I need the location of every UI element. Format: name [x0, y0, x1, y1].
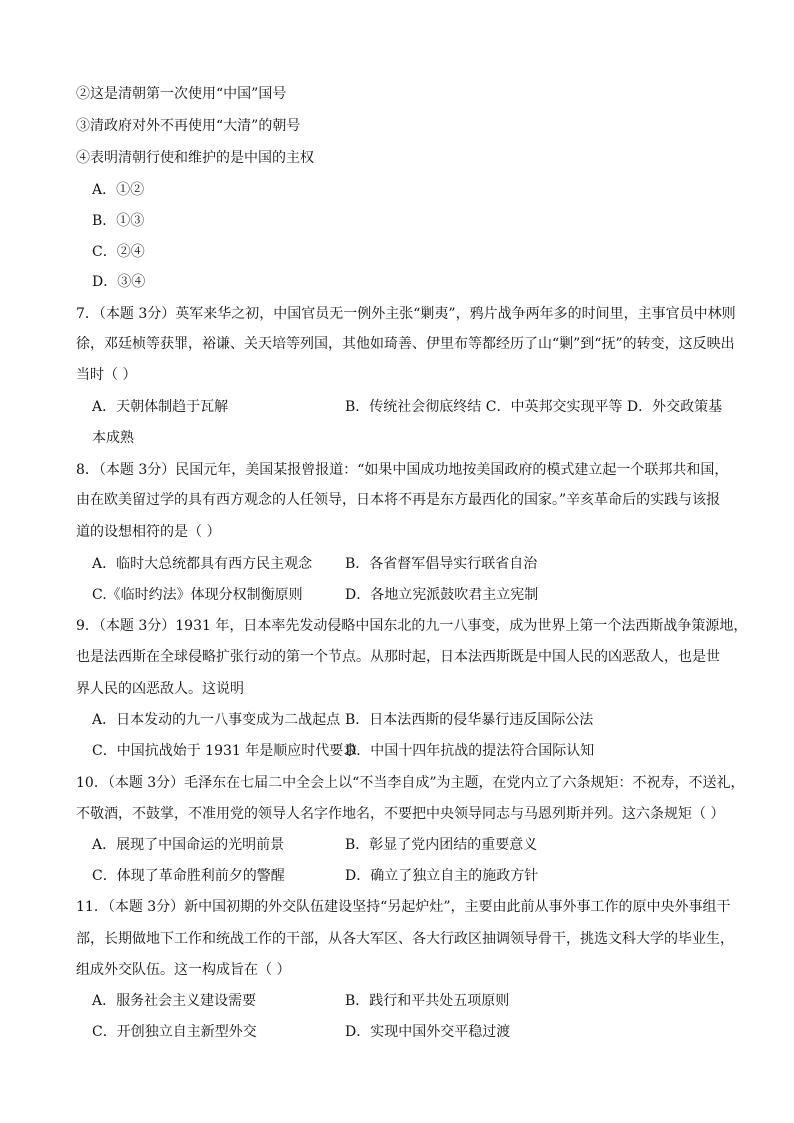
q10-stem-line-1: 10．（本题 3分）毛泽东在七届二中全会上以“不当李自成”为主题，在党内立了六条规矩：不祝寿，不送礼，	[76, 775, 745, 791]
q9-stem-line-1: 9．（本题 3分）1931 年，日本率先发动侵略中国东北的九一八事变，成为世界上第一个法西斯战争策源地，	[76, 618, 748, 634]
q7-option-d-wrap: 本成熟	[92, 430, 134, 446]
q7-stem-line-3: 当时（ ）	[76, 367, 137, 383]
q6-statement-3: ③清政府对外不再使用“大清”的朝号	[76, 118, 301, 134]
q7-stem-line-1: 7．（本题 3分）英军来华之初，中国官员无一例外主张“剿夷”，鸦片战争两年多的时间里，主事官员中林则	[76, 306, 736, 322]
q6-option-a[interactable]: A．①②	[92, 182, 145, 198]
q6-statement-2: ②这是清朝第一次使用“中国”国号	[76, 86, 287, 102]
q9-option-b[interactable]: B．日本法西斯的侵华暴行违反国际公法	[345, 712, 594, 728]
q8-option-d[interactable]: D．各地立宪派鼓吹君主立宪制	[345, 587, 539, 603]
q9-option-a[interactable]: A．日本发动的九一八事变成为二战起点	[92, 712, 341, 728]
q10-option-b[interactable]: B．彰显了党内团结的重要意义	[345, 837, 538, 853]
q6-option-c[interactable]: C．②④	[92, 244, 145, 260]
q8-option-b[interactable]: B．各省督军倡导实行联省自治	[345, 556, 538, 572]
q6-statement-4: ④表明清朝行使和维护的是中国的主权	[76, 150, 314, 166]
q6-option-b[interactable]: B．①③	[92, 213, 145, 229]
q8-stem-line-3: 道的设想相符的是（ ）	[76, 524, 221, 540]
q9-option-d[interactable]: D．中国十四年抗战的提法符合国际认知	[345, 743, 595, 759]
q7-stem-line-2: 徐，邓廷桢等获罪，裕谦、关天培等列国，其他如琦善、伊里布等都经历了山“剿”到“抚”的转变，这反映出	[76, 336, 735, 352]
q11-stem-line-3: 组成外交队伍。这一构成旨在（ ）	[76, 962, 291, 978]
q11-option-d[interactable]: D．实现中国外交平稳过渡	[345, 1024, 511, 1040]
q9-stem-line-2: 也是法西斯在全球侵略扩张行动的第一个节点。从那时起，日本法西斯既是中国人民的凶恶敌人，也是世	[76, 649, 720, 665]
q7-option-bcd[interactable]: B．传统社会彻底终结 C．中英邦交实现平等 D．外交政策基	[345, 399, 723, 415]
q7-option-a[interactable]: A．天朝体制趋于瓦解	[92, 399, 229, 415]
q11-option-c[interactable]: C．开创独立自主新型外交	[92, 1024, 257, 1040]
q10-option-a[interactable]: A．展现了中国命运的光明前景	[92, 837, 285, 853]
q9-stem-line-3: 界人民的凶恶敌人。这说明	[76, 681, 244, 697]
q8-option-a[interactable]: A．临时大总统都具有西方民主观念	[92, 556, 313, 572]
q10-stem-line-2: 不敬酒，不鼓掌，不准用党的领导人名字作地名，不要把中央领导同志与马恩列斯并列。这六条规矩（ ）	[76, 806, 725, 822]
q11-option-a[interactable]: A．服务社会主义建设需要	[92, 993, 257, 1009]
q11-stem-line-2: 部，长期做地下工作和统战工作的干部，从各大军区、各大行政区抽调领导骨干，挑选文科大学的毕业生，	[76, 931, 734, 947]
q10-option-d[interactable]: D．确立了独立自主的施政方针	[345, 868, 539, 884]
q10-option-c[interactable]: C．体现了革命胜利前夕的警醒	[92, 868, 285, 884]
q8-stem-line-2: 由在欧美留过学的具有西方观念的人任领导，日本将不再是东方最西化的国家。”辛亥革命后的实践与该报	[76, 492, 721, 508]
q11-option-b[interactable]: B．践行和平共处五项原则	[345, 993, 510, 1009]
q11-stem-line-1: 11．（本题 3分）新中国初期的外交队伍建设坚持“另起炉灶”，主要由此前从事外事工作的原中央外事组干	[76, 899, 731, 915]
q9-option-c[interactable]: C．中国抗战始于 1931 年是顺应时代要求	[92, 743, 358, 759]
q8-stem-line-1: 8．（本题 3分）民国元年，美国某报曾报道：“如果中国成功地按美国政府的模式建立起一个联邦共和国，	[76, 462, 729, 478]
q6-option-d[interactable]: D．③④	[92, 274, 146, 290]
q8-option-c[interactable]: C.《临时约法》体现分权制衡原则	[92, 587, 303, 603]
